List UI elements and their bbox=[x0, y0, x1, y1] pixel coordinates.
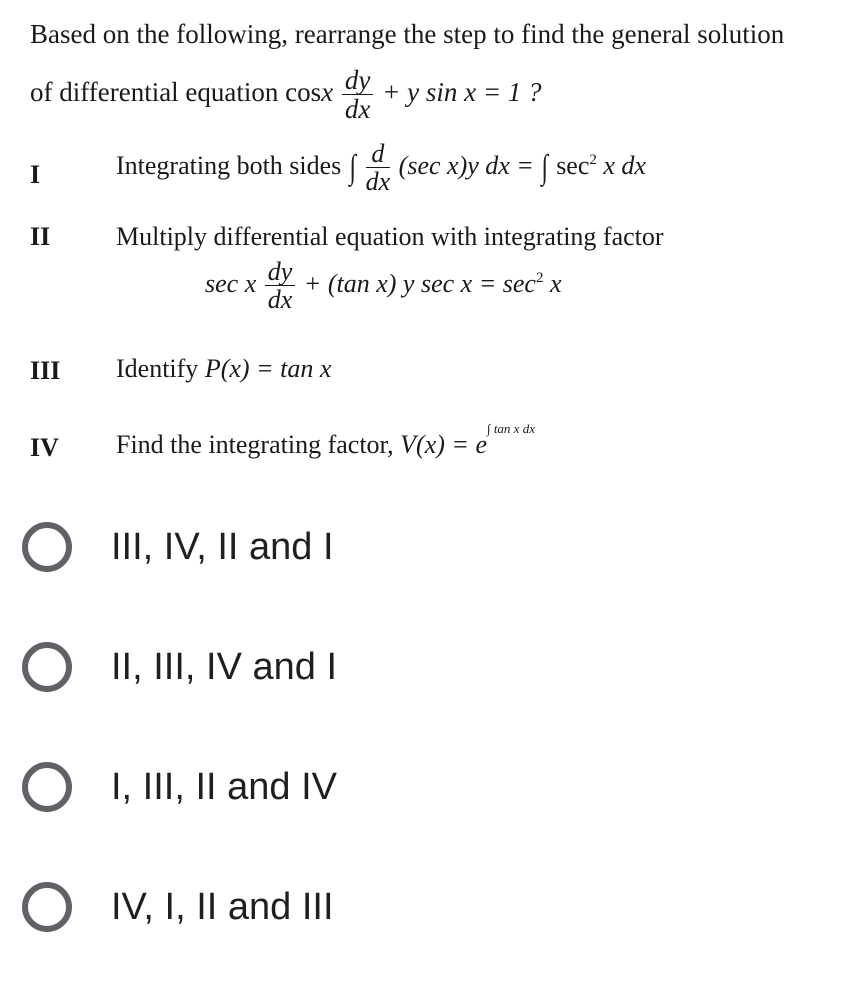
step-label-iii: III bbox=[30, 356, 61, 385]
step-label-ii: II bbox=[30, 222, 51, 251]
radio-button-icon[interactable] bbox=[22, 522, 72, 572]
integral-icon: ∫ bbox=[349, 148, 356, 186]
question-line-1: Based on the following, rearrange the step to find the general solution bbox=[30, 19, 785, 49]
question-line-2: of differential equation cosx $\frac{dy}{dx}$ + y sin x = 1 ? bbox=[30, 65, 542, 125]
option-4[interactable] bbox=[22, 872, 334, 942]
option-label: IV, I, II and III bbox=[111, 885, 334, 928]
step-body-iii: Identify P(x) = tan x bbox=[116, 354, 332, 383]
dy-dx-fraction: $\frac{dy}{dx}$ bbox=[342, 66, 373, 124]
option-label: I, III, II and IV bbox=[111, 765, 337, 808]
radio-button-icon[interactable] bbox=[22, 882, 72, 932]
option-2[interactable] bbox=[22, 632, 337, 702]
step-body-ii: Multiply differential equation with integrating factor bbox=[116, 222, 664, 251]
integral-icon: ∫ bbox=[541, 148, 549, 186]
option-label: II, III, IV and I bbox=[111, 645, 337, 688]
step-body-iv: Find the integrating factor, $V(x) = e^{\int tan x dx}$ bbox=[116, 421, 535, 459]
option-3[interactable] bbox=[22, 752, 337, 822]
radio-button-icon[interactable] bbox=[22, 642, 72, 692]
option-label: III, IV, II and I bbox=[111, 525, 334, 568]
step-ii-equation: sec x $\frac{dy}{dx}$ + (tan x) y $\sec x = \sec^2 x$ bbox=[205, 257, 562, 315]
option-1[interactable] bbox=[22, 512, 334, 582]
step-body-i: Integrating both sides ∫ $\frac{d}{dx}$ (sec x)y dx = ∫ $\sec^2 x$ dx bbox=[116, 139, 646, 197]
step-label-iv: IV bbox=[30, 433, 59, 462]
step-label-i: I bbox=[30, 160, 41, 189]
radio-button-icon[interactable] bbox=[22, 762, 72, 812]
